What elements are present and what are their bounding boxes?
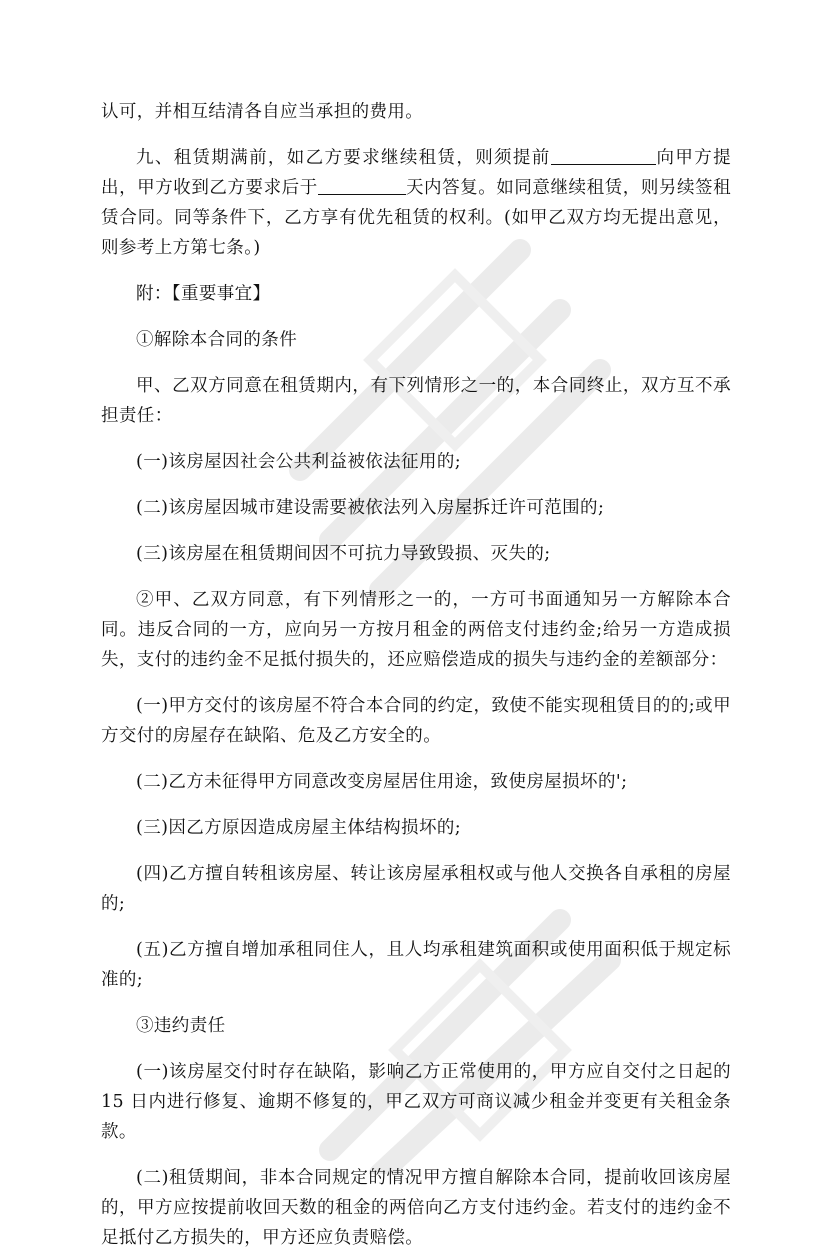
blank-reply-days[interactable] — [318, 176, 406, 195]
paragraph-termination-intro: 甲、乙双方同意在租赁期内，有下列情形之一的，本合同终止，双方互不承担责任： — [101, 376, 731, 426]
list-item: (一)甲方交付的该房屋不符合本合同的约定，致使不能实现租赁目的的;或甲方交付的房屋存在缺陷、危及乙方安全的。 — [101, 696, 731, 746]
list-item: (一)该房屋因社会公共利益被依法征用的; — [136, 452, 462, 472]
appendix-heading: 附：【重要事宜】 — [136, 284, 271, 304]
clause-nine-text-2: 向甲方提出，甲方收到乙方要求后于 — [101, 148, 731, 198]
list-item: (四)乙方擅自转租该房屋、转让该房屋承租权或与他人交换各自承租的房屋的; — [101, 864, 731, 914]
document-body — [101, 97, 731, 1253]
section-heading-liability: ③违约责任 — [136, 1016, 226, 1036]
clause-nine-text-3: 天内答复。如同意继续租赁，则另续签租赁合同。同等条件下，乙方享有优先租赁的权利。(如甲乙双方均无提出意见，则参考上方第七条。) — [101, 178, 731, 258]
clause-nine-text-1: 九、租赁期满前，如乙方要求继续租赁，则须提前 — [136, 148, 551, 168]
list-item: (三)该房屋在租赁期间因不可抗力导致毁损、灭失的; — [136, 544, 551, 564]
paragraph-rescission: ②甲、乙双方同意，有下列情形之一的，一方可书面通知另一方解除本合同。违反合同的一方，应向另一方按月租金的两倍支付违约金;给另一方造成损失，支付的违约金不足抵付损失的，还应赔偿造成的损失与违约金的差额部分： — [101, 590, 731, 670]
list-item: (二)乙方未征得甲方同意改变房屋居住用途，致使房屋损坏的'; — [136, 772, 628, 792]
list-item: (五)乙方擅自增加承租同住人，且人均承租建筑面积或使用面积低于规定标准的; — [101, 940, 731, 990]
section-heading-termination: ①解除本合同的条件 — [136, 330, 298, 350]
blank-advance-notice[interactable] — [551, 146, 656, 165]
list-item: (二)该房屋因城市建设需要被依法列入房屋拆迁许可范围的; — [136, 498, 605, 518]
list-item: (二)租赁期间，非本合同规定的情况甲方擅自解除本合同，提前收回该房屋的，甲方应按提前收回天数的租金的两倍向乙方支付违约金。若支付的违约金不足抵付乙方损失的，甲方还应负责赔偿。 — [101, 1168, 731, 1248]
paragraph-clause-nine — [101, 143, 731, 263]
list-item: (三)因乙方原因造成房屋主体结构损坏的; — [136, 818, 462, 838]
paragraph-continuation: 认可，并相互结清各自应当承担的费用。 — [101, 102, 424, 122]
list-item: (一)该房屋交付时存在缺陷，影响乙方正常使用的，甲方应自交付之日起的 15 日内进行修复、逾期不修复的，甲乙双方可商议减少租金并变更有关租金条款。 — [101, 1062, 731, 1142]
